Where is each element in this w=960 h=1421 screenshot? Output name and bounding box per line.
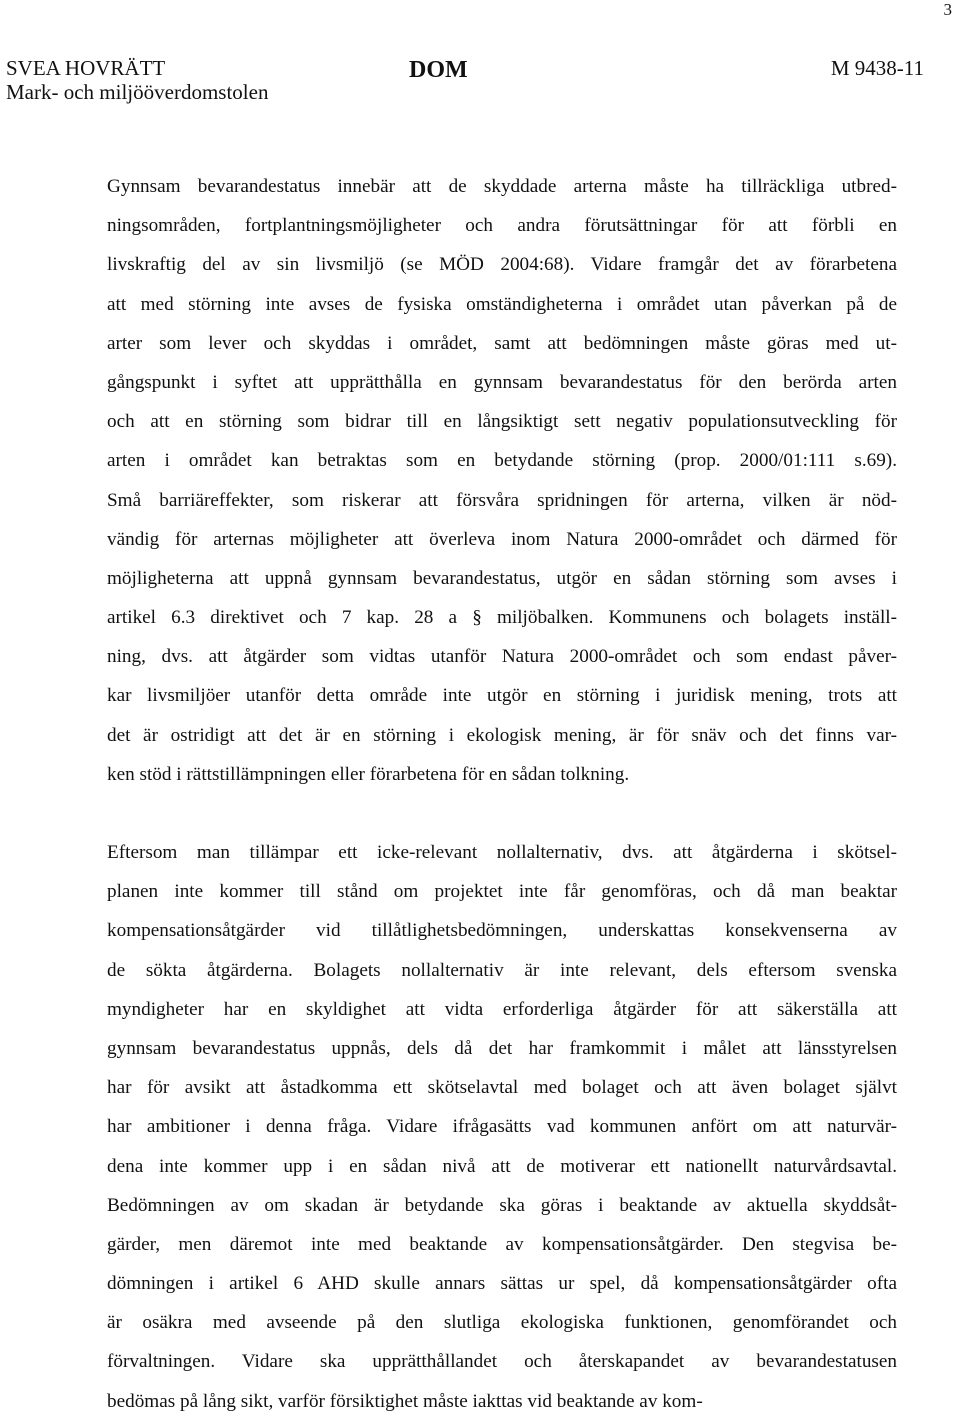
text-line: bedömas på lång sikt, varför försiktighet måste iakttas vid beaktande av kom- bbox=[107, 1390, 703, 1412]
court-division: Mark- och miljööverdomstolen bbox=[6, 80, 269, 104]
text-line: det är ostridigt att det är en störning i ekologisk mening, är för snäv och det finns var- bbox=[107, 724, 897, 746]
court-name: SVEA HOVRÄTT bbox=[6, 56, 166, 80]
page-number: 3 bbox=[943, 0, 952, 19]
text-line: gärder, men däremot inte med beaktande av kompensationsåtgärder. Den stegvisa be- bbox=[107, 1233, 897, 1255]
text-line: gångspunkt i syftet att upprätthålla en gynnsam bevarandestatus för den berörda arten bbox=[107, 371, 897, 393]
document-body bbox=[107, 167, 897, 1421]
text-line: Eftersom man tillämpar ett icke-relevant nollalternativ, dvs. att åtgärderna i skötsel- bbox=[107, 842, 897, 863]
text-line: artikel 6.3 direktivet och 7 kap. 28 a § miljöbalken. Kommunens och bolagets inställ- bbox=[107, 607, 897, 629]
text-line: ning, dvs. att åtgärder som vidtas utanför Natura 2000-området och som endast påver- bbox=[107, 646, 897, 668]
text-line: att med störning inte avses de fysiska omständigheterna i området utan påverkan på de bbox=[107, 293, 897, 315]
text-line: möjligheterna att uppnå gynnsam bevarandestatus, utgör en sådan störning som avses i bbox=[107, 567, 897, 589]
document-type: DOM bbox=[409, 57, 468, 83]
text-line: ningsområden, fortplantningsmöjligheter och andra förutsättningar för att förbli en bbox=[107, 215, 897, 237]
court-block bbox=[6, 56, 268, 104]
paragraph bbox=[107, 833, 897, 1421]
text-line: arten i området kan betraktas som en betydande störning (prop. 2000/01:111 s.69). bbox=[107, 450, 897, 472]
text-line: Gynnsam bevarandestatus innebär att de skyddade arterna måste ha tillräckliga utbred- bbox=[107, 176, 897, 197]
text-line: myndigheter har en skyldighet att vidta erforderliga åtgärder för att säkerställa att bbox=[107, 998, 897, 1020]
text-line: Små barriäreffekter, som riskerar att försvåra spridningen för arterna, vilken är nöd- bbox=[107, 489, 897, 511]
text-line: vändig för arternas möjligheter att överleva inom Natura 2000-området och därmed för bbox=[107, 528, 897, 550]
text-line: kar livsmiljöer utanför detta område inte utgör en störning i juridisk mening, trots att bbox=[107, 685, 897, 707]
text-line: och att en störning som bidrar till en långsiktigt sett negativ populationsutveckling för bbox=[107, 411, 897, 433]
paragraph bbox=[107, 167, 897, 794]
text-line: planen inte kommer till stånd om projektet inte får genomföras, och då man beaktar bbox=[107, 881, 897, 903]
text-line: ken stöd i rättstillämpningen eller förarbetena för en sådan tolkning. bbox=[107, 763, 630, 785]
text-line: arter som lever och skyddas i området, samt att bedömningen måste göras med ut- bbox=[107, 332, 897, 354]
text-line: dena inte kommer upp i en sådan nivå att de motiverar ett nationellt naturvårdsavtal. bbox=[107, 1155, 897, 1177]
text-line: förvaltningen. Vidare ska upprätthållandet och återskapandet av bevarandestatusen bbox=[107, 1351, 897, 1373]
text-line: har ambitioner i denna fråga. Vidare ifrågasätts vad kommunen anfört om att naturvär- bbox=[107, 1116, 897, 1138]
text-line: Bedömningen av om skadan är betydande ska göras i beaktande av aktuella skyddsåt- bbox=[107, 1194, 897, 1216]
text-line: de sökta åtgärderna. Bolagets nollalternativ är inte relevant, dels eftersom svenska bbox=[107, 959, 897, 981]
text-line: har för avsikt att åstadkomma ett skötselavtal med bolaget och att även bolaget självt bbox=[107, 1077, 897, 1099]
text-line: livskraftig del av sin livsmiljö (se MÖD 2004:68). Vidare framgår det av förarbetena bbox=[107, 254, 897, 276]
text-line: dömningen i artikel 6 AHD skulle annars sättas ur spel, då kompensationsåtgärder ofta bbox=[107, 1273, 897, 1295]
case-number: M 9438-11 bbox=[830, 56, 924, 80]
text-line: kompensationsåtgärder vid tillåtlighetsbedömningen, underskattas konsekvenserna av bbox=[107, 920, 897, 942]
paragraph-gap bbox=[107, 794, 897, 833]
text-line: gynnsam bevarandestatus uppnås, dels då det har framkommit i målet att länsstyrelsen bbox=[107, 1037, 897, 1059]
document-header bbox=[6, 56, 924, 106]
text-line: är osäkra med avseende på den slutliga ekologiska funktionen, genomförandet och bbox=[107, 1312, 897, 1334]
